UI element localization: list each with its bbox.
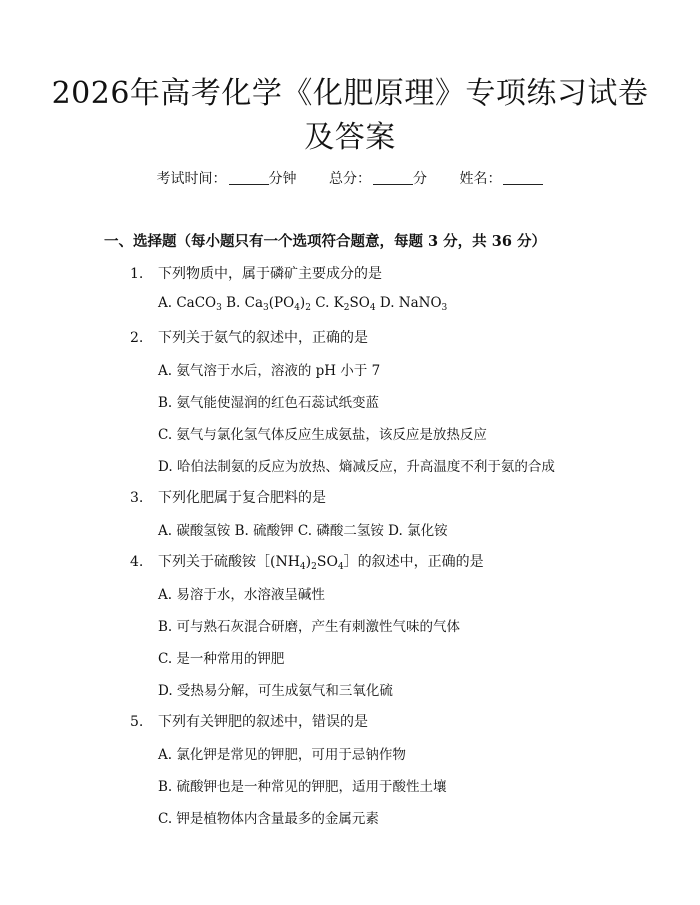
title-line-2: 及答案	[304, 120, 396, 155]
time-blank[interactable]	[229, 170, 269, 185]
total-score-field: 总分： 分	[329, 171, 427, 187]
question-3: 3. 下列化肥属于复合肥料的是	[130, 490, 326, 506]
title-line-1: 2026年高考化学《化肥原理》专项练习试卷	[51, 76, 649, 111]
exam-title	[40, 72, 660, 160]
exam-time-field: 考试时间： 分钟	[156, 171, 297, 187]
question-4-option-b: B. 可与熟石灰混合研磨，产生有刺激性气味的气体	[158, 619, 461, 635]
question-1: 1. 下列物质中，属于磷矿主要成分的是	[130, 266, 382, 282]
question-2-option-b: B. 氨气能使湿润的红色石蕊试纸变蓝	[158, 395, 380, 411]
question-4-option-d: D. 受热易分解，可生成氨气和三氧化硫	[158, 683, 393, 699]
question-4-option-a: A. 易溶于水，水溶液呈碱性	[158, 587, 325, 603]
question-4-option-c: C. 是一种常用的钾肥	[158, 651, 285, 667]
question-2-option-d: D. 哈伯法制氨的反应为放热、熵减反应，升高温度不利于氨的合成	[158, 459, 555, 475]
name-blank[interactable]	[503, 170, 543, 185]
question-5: 5. 下列有关钾肥的叙述中，错误的是	[130, 714, 368, 730]
question-2-option-a: A. 氨气溶于水后，溶液的 pH 小于 7	[158, 363, 381, 379]
question-2: 2. 下列关于氨气的叙述中，正确的是	[130, 330, 368, 346]
question-3-options: A. 碳酸氢铵 B. 硫酸钾 C. 磷酸二氢铵 D. 氯化铵	[158, 523, 448, 539]
question-2-option-c: C. 氨气与氯化氢气体反应生成氨盐，该反应是放热反应	[158, 427, 487, 443]
question-1-options: A. CaCO$_3$ B. $Ca_3(PO_4)_2$ C. $K_2SO_4$ D. NaNO$_3$	[158, 295, 448, 313]
question-4: 4. 下列关于硫酸铵$[(NH_4)_2SO_4]$的叙述中，正确的是	[130, 554, 484, 572]
question-5-option-c: C. 钾是植物体内含量最多的金属元素	[158, 811, 379, 827]
question-5-option-b: B. 硫酸钾也是一种常见的钾肥，适用于酸性土壤	[158, 779, 447, 795]
section-title: 一、选择题（每小题只有一个选项符合题意，每题 3 分，共 36 分）	[104, 233, 546, 250]
name-field: 姓名：	[459, 168, 543, 188]
question-5-option-a: A. 氯化钾是常见的钾肥，可用于忌钠作物	[158, 747, 406, 763]
exam-info-row	[0, 168, 700, 188]
score-blank[interactable]	[373, 170, 413, 185]
